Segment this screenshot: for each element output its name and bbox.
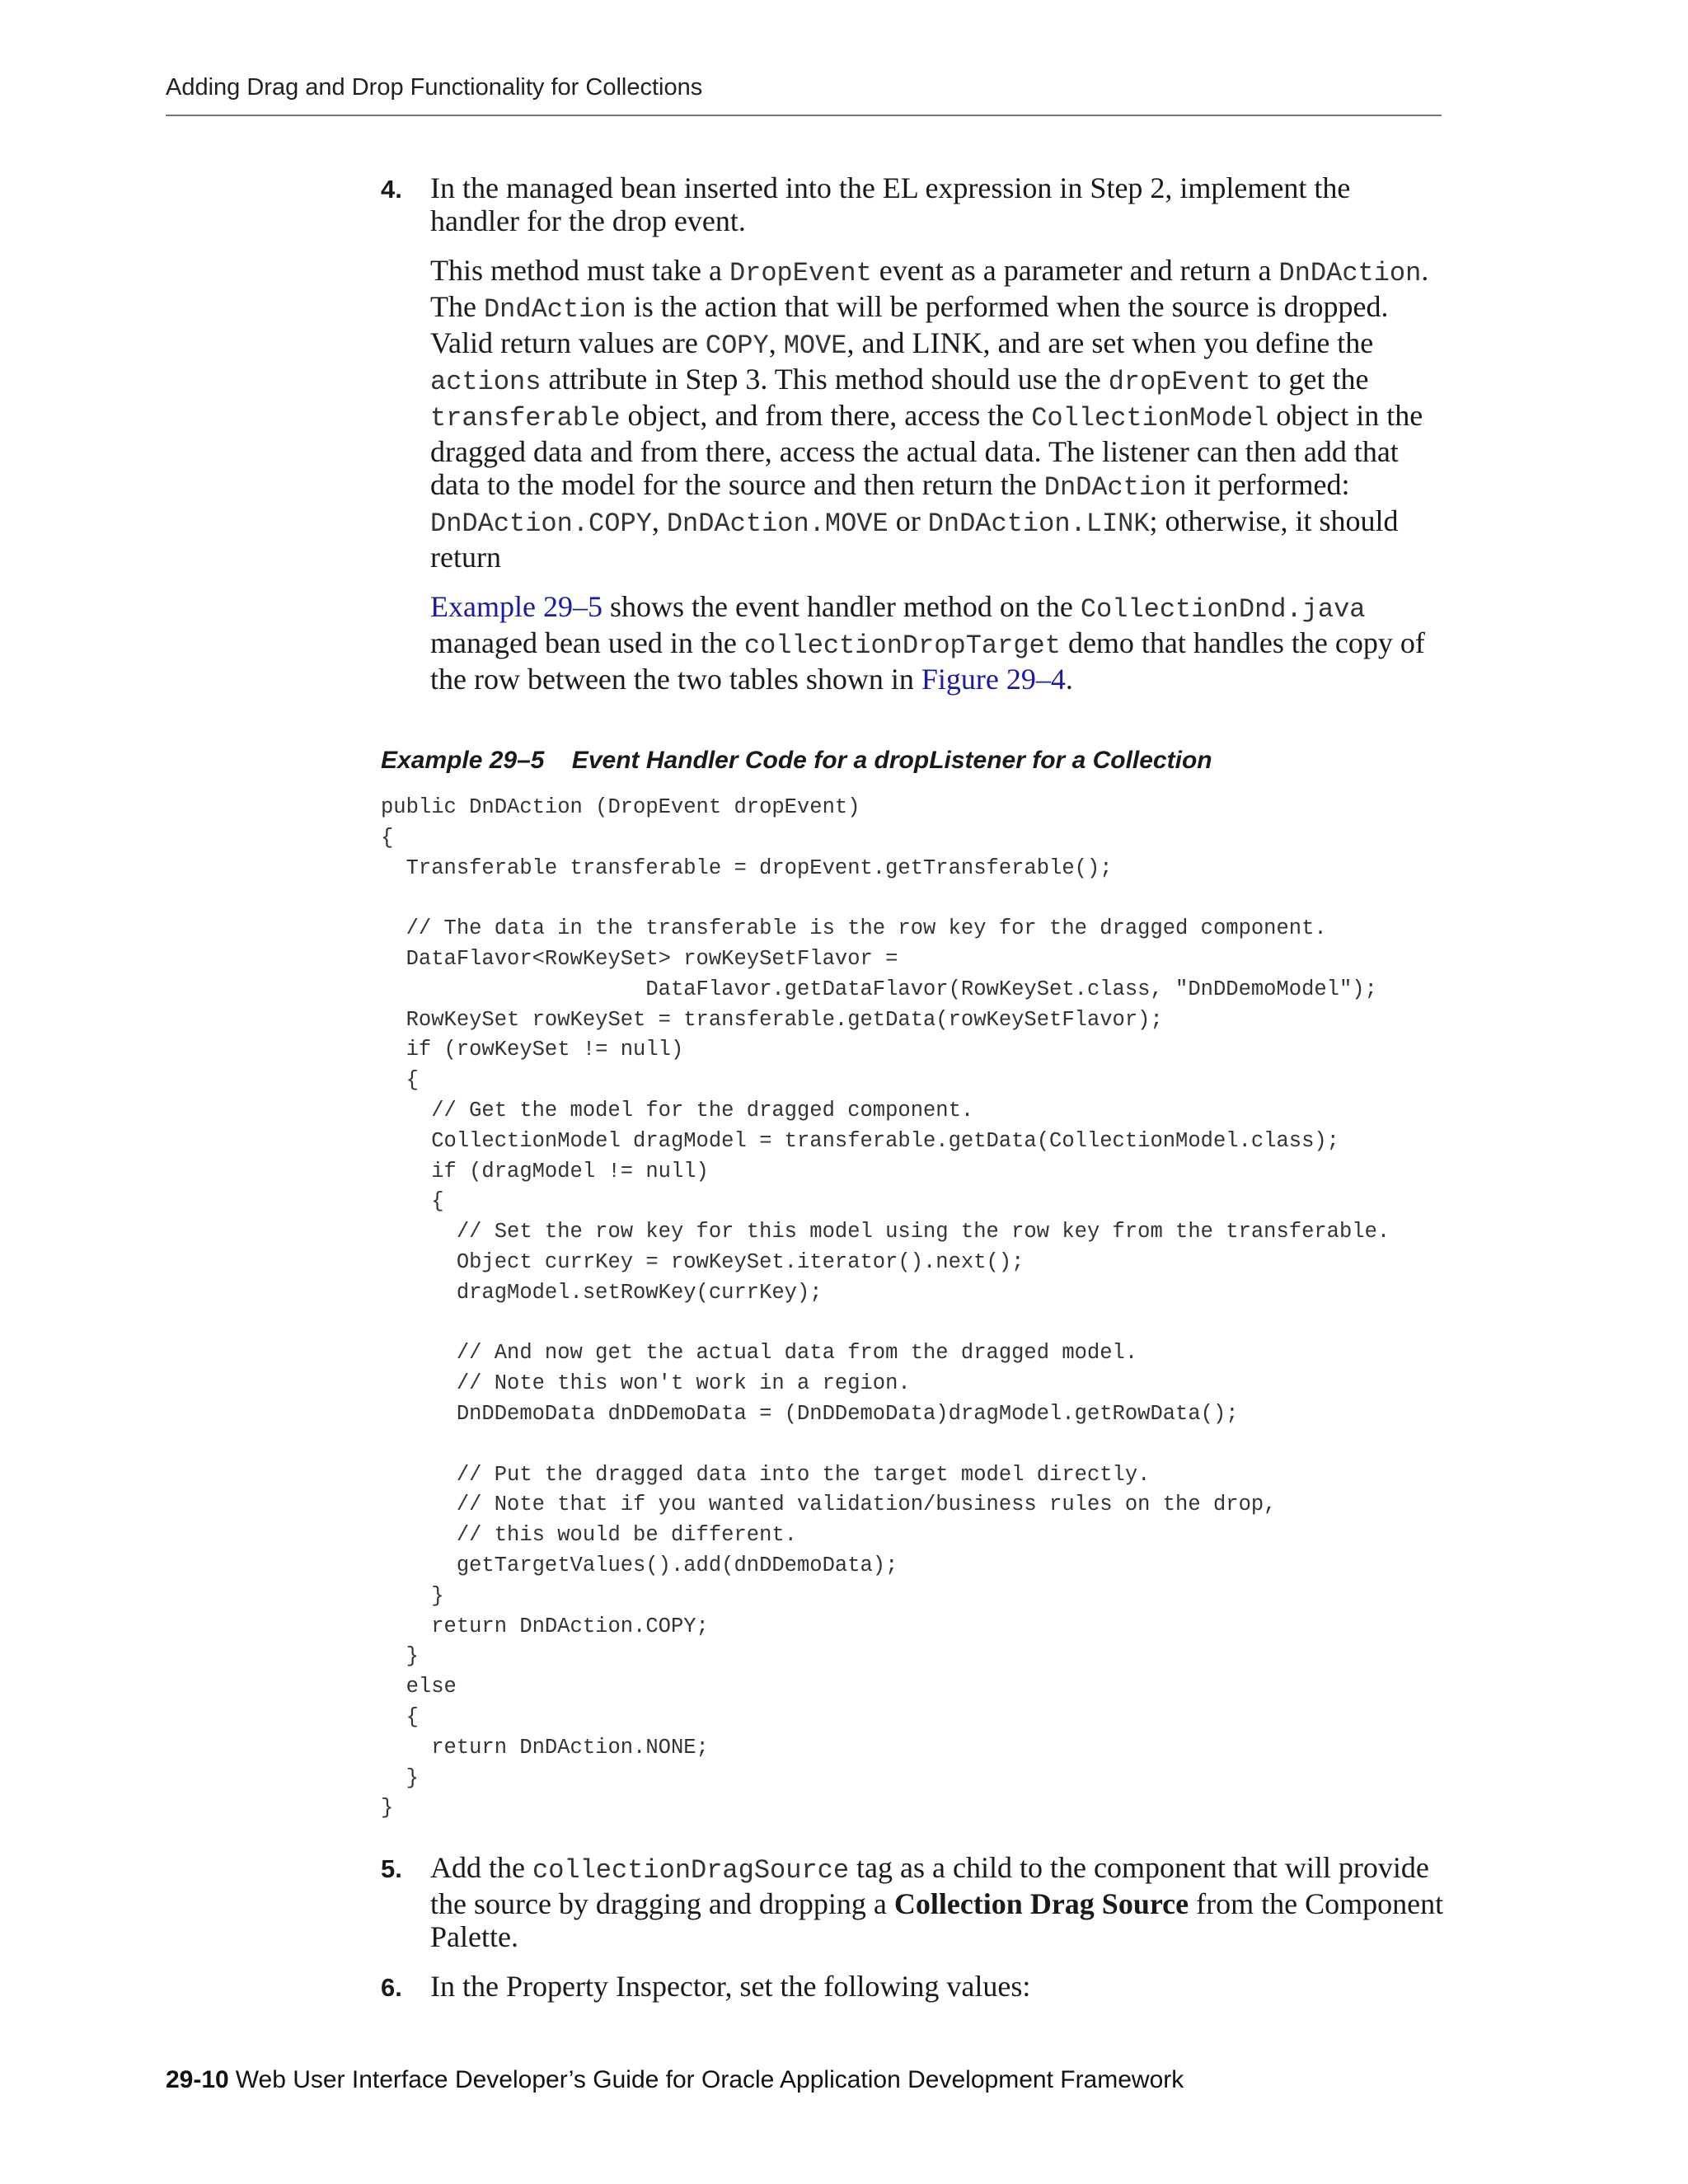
text-run: , [768,326,784,359]
text-run: ; otherwise, it should return [430,504,1399,574]
text-run: object in the dragged data and from there, access the actual data. The listener can then add that data to the model for the source and then return the [430,399,1423,501]
step-number: 4. [381,175,402,204]
step-6 [381,1970,1444,2003]
example-link[interactable]: Example 29–5 [430,590,603,623]
text-run: event as a parameter and return a [871,254,1279,287]
step-list-lower [381,1851,1444,2003]
text-run: demo that handles the copy of the row between the two tables shown in [430,626,1425,696]
code-term: collectionDropTarget [743,630,1061,661]
code-term: COPY [705,330,769,361]
code-term: collectionDragSource [532,1855,850,1886]
step-6-text: In the Property Inspector, set the following values: [430,1970,1031,2003]
book-title: Web User Interface Developer’s Guide for Oracle Application Development Framework [235,2066,1184,2093]
figure-link[interactable]: Figure 29–4 [921,663,1066,696]
text-run: from the Component Palette. [430,1887,1444,1953]
ui-term: Collection Drag Source [893,1887,1189,1920]
code-term: MOVE [783,330,847,361]
code-term: dropEvent [1108,367,1251,397]
code-term: DnDAction [1278,258,1422,288]
code-term: DropEvent [729,258,872,288]
text-run: , and LINK, and are set when you define the [846,326,1374,359]
running-header: Adding Drag and Drop Functionality for Collections [166,74,703,101]
code-term: CollectionDnd.java [1080,594,1366,625]
text-run: tag as a child to the component that will provide the source by dragging and dropping a [430,1851,1429,1920]
page-number: 29-10 [166,2066,229,2093]
code-term: CollectionModel [1031,403,1269,434]
text-run: or [888,504,928,537]
text-run: Add the [430,1851,532,1884]
text-run: is the action that will be performed when the source is dropped. Valid return values are [430,290,1389,359]
header-divider [166,115,1442,116]
step-4-intro: In the managed bean inserted into the EL expression in Step 2, implement the handler for the drop event. [430,171,1351,237]
step-5 [381,1851,1444,1953]
page-footer [166,2066,1184,2094]
code-term: DnDAction.COPY [430,509,652,539]
text-run: it performed: [1186,468,1350,501]
text-run: This method must take a [430,254,729,287]
step-4 [381,171,1444,696]
code-term: DndAction [483,294,626,325]
text-run: shows the event handler method on the [602,590,1081,623]
code-listing: public DnDAction (DropEvent dropEvent) { Transferable transferable = dropEvent.getTransferable(); // The data in the transferable is the row key for the dragged component. DataFlavor<RowKeySet> rowKeySetFlavor = DataFlavor.getDataFlavor(RowKeySet.class, "DnDDemoModel"); RowKeySet rowKeySet = transferable.getData(rowKeySetFlavor); if (rowKeySet != null) { // Get the model for the dragged component. CollectionModel dragModel = transferable.getData(CollectionModel.class); if (dragModel != null) { // Set the row key for this model using the row key from the transferable. Object currKey = rowKeySet.iterator().next(); dragModel.setRowKey(currKey); // And now get the actual data from the dragged model. // Note this won't work in a region. DnDDemoData dnDDemoData = (DnDDemoData)dragModel.getRowData(); // Put the dragged data into the target model directly. // Note that if you wanted validation/business rules on the drop, // this would be different. getTargetValues().add(dnDDemoData); } return DnDAction.COPY; } else { return DnDAction.NONE; } } [381,795,1390,1821]
code-term: DnDAction [1043,472,1187,503]
text-run: . The [430,254,1429,323]
text-run: , [651,504,667,537]
text-run: managed bean used in the [430,626,744,659]
code-term: actions [430,367,542,397]
text-run: to get the [1250,363,1369,396]
step-4-example-reference [430,590,1444,696]
text-run: . [1065,663,1073,696]
step-list-upper [381,171,1444,696]
example-title: Example 29–5 Event Handler Code for a dropListener for a Collection [381,747,1212,774]
text-run: object, and from there, access the [620,399,1032,432]
text-run: attribute in Step 3. This method should use the [541,363,1109,396]
step-4-description [430,254,1444,574]
step-number: 6. [381,1973,402,2002]
step-5-text [430,1851,1444,1953]
step-number: 5. [381,1854,402,1883]
code-term: DnDAction.MOVE [666,509,889,539]
code-term: DnDAction.LINK [927,509,1150,539]
code-term: transferable [430,403,621,434]
